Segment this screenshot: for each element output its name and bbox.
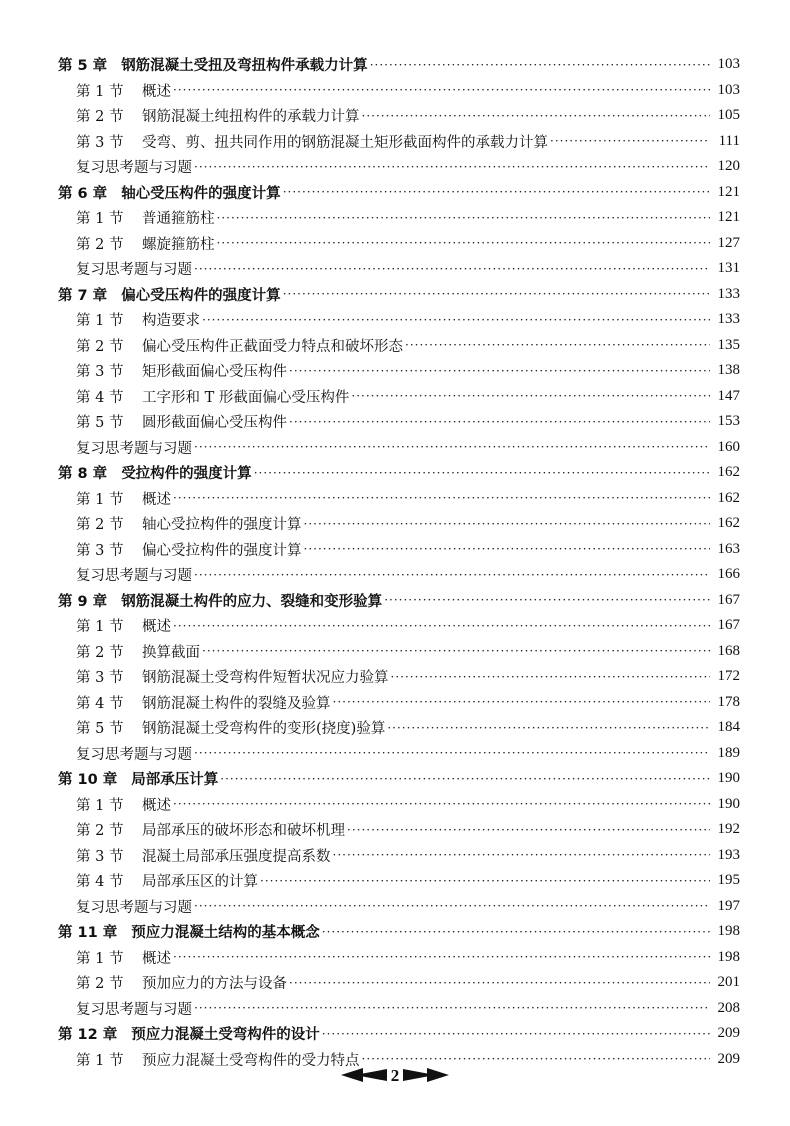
toc-entry-page: 131: [717, 260, 740, 277]
toc-entry-label: 第 2 节: [76, 644, 124, 661]
toc-section-row: [58, 409, 740, 435]
toc-entry-label: 第 1 节: [76, 83, 124, 100]
dot-leader: [283, 185, 710, 199]
dot-leader: [254, 466, 710, 480]
dot-leader: [217, 236, 711, 250]
dot-leader: [194, 746, 710, 760]
dot-leader: [333, 695, 711, 709]
toc-entry-page: 111: [718, 132, 740, 149]
toc-section-row: [58, 970, 740, 996]
double-right-arrow-icon: [403, 1067, 449, 1086]
dot-leader: [173, 83, 710, 97]
toc-entry-page: 197: [717, 897, 740, 914]
toc-entry-title: 局部承压区的计算: [142, 874, 258, 891]
toc-entry-label: 第 8 章: [58, 466, 108, 483]
toc-chapter-row: [58, 180, 740, 206]
toc-entry-title: 预应力混凝土结构的基本概念: [131, 925, 320, 942]
dot-leader: [322, 925, 710, 939]
toc-entry-label: 第 1 节: [76, 797, 124, 814]
toc-entry-title: 轴心受压构件的强度计算: [121, 185, 281, 202]
dot-leader: [289, 976, 710, 990]
table-of-contents: [58, 52, 740, 1072]
toc-entry-label: 第 5 节: [76, 415, 124, 432]
toc-section-row: [58, 205, 740, 231]
dot-leader: [283, 287, 710, 301]
toc-entry-title: 复习思考题与习题: [76, 440, 192, 457]
toc-entry-label: 第 9 章: [58, 593, 108, 610]
toc-entry-page: 147: [717, 387, 740, 404]
toc-entry-page: 138: [717, 362, 740, 379]
toc-section-row: [58, 78, 740, 104]
toc-section-row: [58, 358, 740, 384]
toc-section-row: [58, 843, 740, 869]
toc-entry-label: 第 3 节: [76, 670, 124, 687]
toc-entry-page: 201: [717, 974, 740, 991]
toc-entry-label: 第 2 节: [76, 517, 124, 534]
dot-leader: [194, 262, 710, 276]
toc-entry-page: 209: [717, 1050, 740, 1067]
toc-section-row: [58, 817, 740, 843]
toc-section-row: [58, 715, 740, 741]
toc-entry-title: 概述: [142, 491, 171, 508]
toc-entry-label: 第 1 节: [76, 313, 124, 330]
toc-entry-page: 162: [717, 489, 740, 506]
toc-entry-title: 工字形和 T 形截面偏心受压构件: [142, 389, 350, 406]
toc-entry-page: 209: [717, 1025, 740, 1042]
toc-entry-page: 193: [717, 846, 740, 863]
toc-entry-label: 第 4 节: [76, 389, 124, 406]
toc-entry-label: 第 3 节: [76, 364, 124, 381]
toc-review-row: [58, 894, 740, 920]
toc-entry-page: 103: [717, 56, 740, 73]
dot-leader: [304, 542, 711, 556]
toc-entry-page: 103: [717, 81, 740, 98]
toc-entry-title: 复习思考题与习题: [76, 1001, 192, 1018]
toc-entry-title: 复习思考题与习题: [76, 160, 192, 177]
dot-leader: [322, 1027, 710, 1041]
toc-entry-title: 矩形截面偏心受压构件: [142, 364, 287, 381]
toc-entry-page: 184: [717, 719, 740, 736]
double-left-arrow-icon: [341, 1067, 387, 1086]
dot-leader: [370, 58, 710, 72]
dot-leader: [173, 491, 710, 505]
toc-section-row: [58, 868, 740, 894]
dot-leader: [220, 772, 710, 786]
toc-review-row: [58, 562, 740, 588]
toc-entry-title: 构造要求: [142, 313, 200, 330]
dot-leader: [351, 389, 710, 403]
toc-entry-label: 第 4 节: [76, 874, 124, 891]
toc-entry-label: 第 5 节: [76, 721, 124, 738]
toc-entry-page: 160: [717, 438, 740, 455]
toc-entry-title: 概述: [142, 797, 171, 814]
toc-chapter-row: [58, 282, 740, 308]
toc-entry-page: 162: [717, 515, 740, 532]
toc-review-row: [58, 996, 740, 1022]
dot-leader: [362, 109, 711, 123]
toc-chapter-row: [58, 919, 740, 945]
dot-leader: [202, 644, 710, 658]
toc-review-row: [58, 435, 740, 461]
toc-entry-page: 135: [717, 336, 740, 353]
toc-section-row: [58, 307, 740, 333]
toc-section-row: [58, 103, 740, 129]
toc-section-row: [58, 384, 740, 410]
toc-entry-label: 第 3 节: [76, 848, 124, 865]
dot-leader: [289, 364, 710, 378]
toc-entry-page: 162: [717, 464, 740, 481]
toc-entry-title: 复习思考题与习题: [76, 262, 192, 279]
toc-review-row: [58, 256, 740, 282]
toc-entry-title: 换算截面: [142, 644, 200, 661]
dot-leader: [217, 211, 711, 225]
toc-entry-label: 第 1 节: [76, 1052, 124, 1069]
toc-section-row: [58, 639, 740, 665]
toc-entry-title: 受拉构件的强度计算: [121, 466, 252, 483]
dot-leader: [391, 670, 711, 684]
toc-entry-title: 螺旋箍筋柱: [142, 236, 215, 253]
toc-entry-page: 120: [717, 158, 740, 175]
toc-entry-title: 偏心受压构件的强度计算: [121, 287, 281, 304]
toc-entry-title: 钢筋混凝土受弯构件短暂状况应力验算: [142, 670, 389, 687]
dot-leader: [405, 338, 710, 352]
toc-entry-label: 第 3 节: [76, 134, 124, 151]
dot-leader: [194, 568, 710, 582]
toc-entry-label: 第 1 节: [76, 950, 124, 967]
dot-leader: [347, 823, 710, 837]
toc-entry-label: 第 5 章: [58, 58, 108, 75]
toc-entry-page: 190: [717, 770, 740, 787]
toc-entry-title: 钢筋混凝土构件的裂缝及验算: [142, 695, 331, 712]
dot-leader: [194, 1001, 710, 1015]
toc-entry-page: 189: [717, 744, 740, 761]
toc-entry-title: 复习思考题与习题: [76, 899, 192, 916]
dot-leader: [194, 160, 710, 174]
toc-section-row: [58, 664, 740, 690]
toc-entry-title: 普通箍筋柱: [142, 211, 215, 228]
toc-entry-title: 圆形截面偏心受压构件: [142, 415, 287, 432]
toc-entry-title: 复习思考题与习题: [76, 746, 192, 763]
toc-entry-title: 受弯、剪、扭共同作用的钢筋混凝土矩形截面构件的承载力计算: [142, 134, 548, 151]
toc-section-row: [58, 792, 740, 818]
toc-section-row: [58, 231, 740, 257]
toc-entry-label: 第 1 节: [76, 211, 124, 228]
toc-entry-page: 167: [717, 591, 740, 608]
dot-leader: [173, 797, 710, 811]
toc-entry-page: 105: [717, 107, 740, 124]
toc-entry-label: 第 12 章: [58, 1027, 118, 1044]
toc-review-row: [58, 741, 740, 767]
toc-entry-page: 190: [717, 795, 740, 812]
toc-entry-page: 192: [717, 821, 740, 838]
toc-entry-title: 轴心受拉构件的强度计算: [142, 517, 302, 534]
toc-section-row: [58, 333, 740, 359]
toc-chapter-row: [58, 588, 740, 614]
toc-section-row: [58, 486, 740, 512]
toc-section-row: [58, 945, 740, 971]
toc-entry-label: 第 2 节: [76, 338, 124, 355]
toc-entry-label: 第 10 章: [58, 772, 118, 789]
toc-entry-page: 133: [717, 285, 740, 302]
page-footer: [0, 1063, 790, 1089]
dot-leader: [260, 874, 710, 888]
toc-entry-title: 局部承压计算: [131, 772, 219, 789]
dot-leader: [550, 134, 710, 148]
toc-entry-label: 第 2 节: [76, 109, 124, 126]
toc-entry-page: 167: [717, 617, 740, 634]
dot-leader: [289, 415, 710, 429]
toc-review-row: [58, 154, 740, 180]
toc-entry-page: 178: [717, 693, 740, 710]
toc-entry-page: 153: [717, 413, 740, 430]
toc-entry-title: 钢筋混凝土受弯构件的变形(挠度)验算: [142, 721, 386, 738]
dot-leader: [194, 440, 710, 454]
toc-entry-label: 第 11 章: [58, 925, 118, 942]
dot-leader: [202, 313, 710, 327]
toc-entry-label: 第 1 节: [76, 619, 124, 636]
toc-entry-title: 预加应力的方法与设备: [142, 976, 287, 993]
dot-leader: [173, 619, 710, 633]
toc-section-row: [58, 129, 740, 155]
dot-leader: [194, 899, 710, 913]
toc-entry-label: 第 6 章: [58, 185, 108, 202]
toc-entry-label: 第 7 章: [58, 287, 108, 304]
toc-entry-title: 复习思考题与习题: [76, 568, 192, 585]
dot-leader: [304, 517, 711, 531]
toc-entry-page: 168: [717, 642, 740, 659]
toc-chapter-row: [58, 1021, 740, 1047]
toc-entry-page: 172: [717, 668, 740, 685]
toc-chapter-row: [58, 766, 740, 792]
toc-section-row: [58, 613, 740, 639]
toc-entry-title: 局部承压的破坏形态和破坏机理: [142, 823, 345, 840]
toc-entry-title: 钢筋混凝土纯扭构件的承载力计算: [142, 109, 360, 126]
toc-entry-page: 121: [717, 209, 740, 226]
toc-entry-title: 概述: [142, 619, 171, 636]
toc-entry-title: 混凝土局部承压强度提高系数: [142, 848, 331, 865]
toc-entry-title: 偏心受压构件正截面受力特点和破坏形态: [142, 338, 403, 355]
toc-entry-title: 钢筋混凝土构件的应力、裂缝和变形验算: [121, 593, 383, 610]
dot-leader: [173, 950, 710, 964]
toc-chapter-row: [58, 52, 740, 78]
toc-entry-page: 195: [717, 872, 740, 889]
toc-entry-title: 预应力混凝土受弯构件的设计: [131, 1027, 320, 1044]
toc-entry-label: 第 2 节: [76, 976, 124, 993]
toc-section-row: [58, 537, 740, 563]
toc-entry-page: 198: [717, 923, 740, 940]
toc-entry-title: 概述: [142, 950, 171, 967]
dot-leader: [333, 848, 711, 862]
toc-entry-title: 钢筋混凝土受扭及弯扭构件承载力计算: [121, 58, 368, 75]
toc-entry-label: 第 2 节: [76, 823, 124, 840]
page-number: 2: [390, 1066, 400, 1085]
toc-entry-page: 198: [717, 948, 740, 965]
toc-entry-page: 163: [717, 540, 740, 557]
toc-chapter-row: [58, 460, 740, 486]
dot-leader: [387, 721, 710, 735]
toc-section-row: [58, 511, 740, 537]
toc-entry-label: 第 2 节: [76, 236, 124, 253]
dot-leader: [384, 593, 710, 607]
toc-entry-page: 208: [717, 999, 740, 1016]
toc-entry-title: 偏心受拉构件的强度计算: [142, 542, 302, 559]
toc-entry-label: 第 1 节: [76, 491, 124, 508]
toc-entry-label: 第 4 节: [76, 695, 124, 712]
toc-entry-title: 概述: [142, 83, 171, 100]
toc-entry-page: 166: [717, 566, 740, 583]
toc-entry-page: 133: [717, 311, 740, 328]
toc-entry-title: 预应力混凝土受弯构件的受力特点: [142, 1052, 360, 1069]
toc-entry-label: 第 3 节: [76, 542, 124, 559]
toc-section-row: [58, 690, 740, 716]
toc-entry-page: 121: [717, 183, 740, 200]
toc-entry-page: 127: [717, 234, 740, 251]
